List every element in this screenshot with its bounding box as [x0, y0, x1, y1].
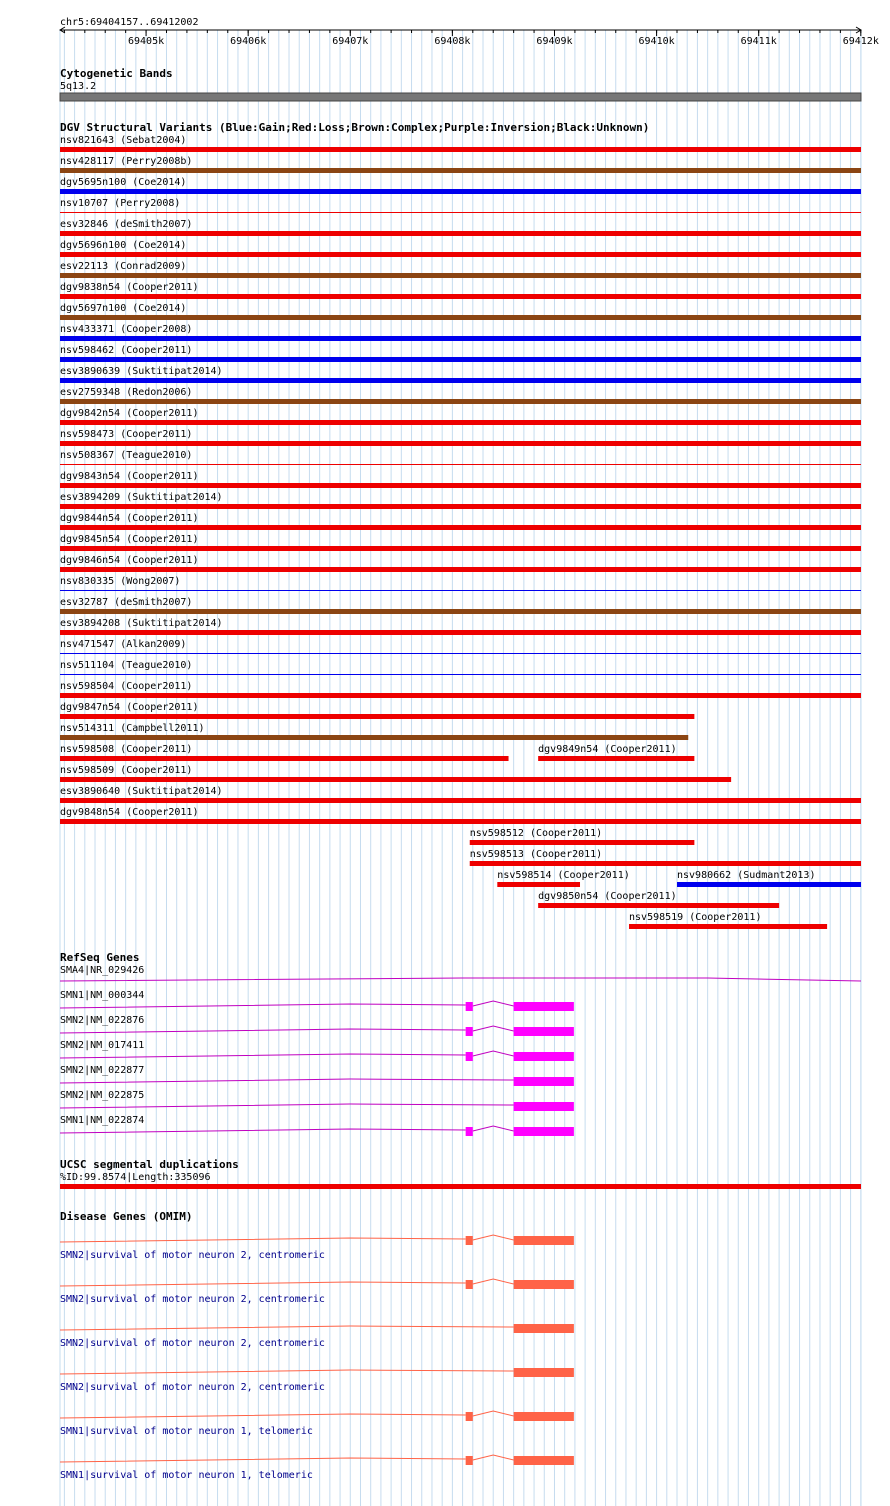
dgv-variant-bar[interactable] — [60, 378, 861, 383]
dgv-variant-label: esv3894209 (Suktitipat2014) — [60, 492, 223, 503]
omim-gene-label: SMN2|survival of motor neuron 2, centromeric — [60, 1338, 325, 1349]
dgv-variant-label: dgv9838n54 (Cooper2011) — [60, 282, 199, 293]
omim-exon — [514, 1236, 574, 1245]
dgv-variant-bar[interactable] — [60, 525, 861, 530]
dgv-variant-label: nsv598512 (Cooper2011) — [469, 828, 603, 839]
omim-exon — [466, 1412, 473, 1421]
omim-gene-model[interactable] — [60, 1368, 574, 1377]
dgv-variant-bar[interactable] — [60, 189, 861, 194]
dgv-variant-label: dgv5697n100 (Coe2014) — [60, 303, 187, 314]
omim-track-title: Disease Genes (OMIM) — [60, 1210, 193, 1223]
gene-upstream-line — [60, 1129, 466, 1133]
refseq-gene-label: SMN2|NM_022876 — [60, 1015, 145, 1026]
omim-upstream-line — [60, 1282, 466, 1286]
dgv-variant-bar[interactable] — [60, 567, 861, 572]
dgv-variant-bar[interactable] — [470, 840, 695, 845]
dgv-variant-label: dgv9847n54 (Cooper2011) — [60, 702, 199, 713]
gene-exon — [514, 1102, 574, 1111]
refseq-gene-model[interactable] — [60, 1001, 574, 1011]
omim-upstream-line — [60, 1458, 466, 1462]
dgv-variant-bar[interactable] — [538, 903, 779, 908]
ruler-tick-label: 69410k — [638, 36, 675, 47]
dgv-variant-bar[interactable] — [677, 882, 861, 887]
segdup-track-title: UCSC segmental duplications — [60, 1158, 239, 1171]
dgv-variant-bar[interactable] — [60, 357, 861, 362]
dgv-variant-label: nsv511104 (Teague2010) — [60, 660, 193, 671]
cytoband-bar[interactable] — [60, 93, 861, 101]
dgv-variant-label: nsv598462 (Cooper2011) — [60, 345, 193, 356]
dgv-variant-bar[interactable] — [60, 546, 861, 551]
dgv-variant-bar[interactable] — [470, 861, 861, 866]
refseq-gene-label: SMA4|NR_029426 — [60, 965, 145, 976]
segdup-label: %ID:99.8574|Length:335096 — [60, 1172, 211, 1183]
dgv-variant-label: nsv598513 (Cooper2011) — [469, 849, 603, 860]
refseq-gene-label: SMN1|NM_022874 — [60, 1115, 145, 1126]
gene-upstream-line — [60, 1079, 514, 1083]
dgv-variant-bar[interactable] — [60, 336, 861, 341]
omim-upstream-line — [60, 1370, 514, 1374]
refseq-gene-label: SMN2|NM_022877 — [60, 1065, 145, 1076]
dgv-variant-label: dgv9849n54 (Cooper2011) — [538, 744, 677, 755]
refseq-gene-label: SMN2|NM_017411 — [60, 1040, 145, 1051]
refseq-gene-model[interactable] — [60, 1026, 574, 1036]
gene-intron-line — [60, 978, 861, 981]
omim-gene-label: SMN2|survival of motor neuron 2, centromeric — [60, 1250, 325, 1261]
omim-exon — [466, 1280, 473, 1289]
gene-exon — [514, 1127, 574, 1136]
dgv-variant-bar[interactable] — [60, 212, 861, 213]
refseq-track-title: RefSeq Genes — [60, 951, 140, 964]
dgv-variant-label: dgv9843n54 (Cooper2011) — [60, 471, 199, 482]
dgv-variant-bar[interactable] — [60, 420, 861, 425]
omim-gene-model[interactable] — [60, 1411, 574, 1421]
dgv-variant-label: nsv598509 (Cooper2011) — [60, 765, 193, 776]
refseq-gene-label: SMN1|NM_000344 — [60, 990, 145, 1001]
dgv-variant-label: dgv5695n100 (Coe2014) — [60, 177, 187, 188]
gene-exon — [514, 1027, 574, 1036]
dgv-variant-bar[interactable] — [60, 294, 861, 299]
dgv-variant-bar[interactable] — [60, 735, 688, 740]
ruler-tick-label: 69411k — [740, 36, 777, 47]
omim-exon — [466, 1456, 473, 1465]
ruler-tick-label: 69407k — [332, 36, 369, 47]
dgv-variant-bar[interactable] — [60, 798, 861, 803]
ruler-tick-label: 69406k — [230, 36, 267, 47]
omim-gene-model[interactable] — [60, 1279, 574, 1289]
dgv-variant-bar[interactable] — [629, 924, 827, 929]
omim-gene-model[interactable] — [60, 1324, 574, 1333]
dgv-variant-bar[interactable] — [60, 399, 861, 404]
dgv-variant-bar[interactable] — [60, 464, 861, 465]
dgv-variant-label: nsv598473 (Cooper2011) — [60, 429, 193, 440]
dgv-variant-label: nsv830335 (Wong2007) — [60, 576, 181, 587]
omim-exon — [466, 1236, 473, 1245]
omim-gene-model[interactable] — [60, 1235, 574, 1245]
dgv-variant-bar[interactable] — [60, 231, 861, 236]
refseq-gene-label: SMN2|NM_022875 — [60, 1090, 145, 1101]
refseq-gene-model[interactable] — [60, 1102, 574, 1111]
gene-exon — [514, 1002, 574, 1011]
dgv-variant-bar[interactable] — [497, 882, 580, 887]
dgv-variant-bar[interactable] — [60, 714, 694, 719]
dgv-variant-label: dgv9845n54 (Cooper2011) — [60, 534, 199, 545]
omim-gene-label: SMN2|survival of motor neuron 2, centromeric — [60, 1294, 325, 1305]
dgv-variant-label: nsv598504 (Cooper2011) — [60, 681, 193, 692]
dgv-variant-bar[interactable] — [60, 168, 861, 173]
dgv-variant-label: dgv9846n54 (Cooper2011) — [60, 555, 199, 566]
gene-upstream-line — [60, 1054, 466, 1058]
dgv-variant-label: dgv5696n100 (Coe2014) — [60, 240, 187, 251]
dgv-variant-bar[interactable] — [60, 819, 861, 824]
dgv-variant-bar[interactable] — [60, 693, 861, 698]
omim-exon — [514, 1456, 574, 1465]
ruler-tick-label: 69412k — [842, 36, 879, 47]
gene-exon — [466, 1127, 473, 1136]
refseq-gene-model[interactable] — [60, 1077, 574, 1086]
ruler-label: chr5:69404157..69412002 — [60, 17, 199, 28]
refseq-gene-model[interactable] — [60, 1051, 574, 1061]
omim-upstream-line — [60, 1326, 514, 1330]
dgv-variant-label: nsv821643 (Sebat2004) — [60, 135, 187, 146]
gene-exon — [514, 1052, 574, 1061]
dgv-variant-label: nsv433371 (Cooper2008) — [60, 324, 193, 335]
refseq-gene-model[interactable] — [60, 1126, 574, 1136]
dgv-variant-bar[interactable] — [538, 756, 694, 761]
dgv-variant-bar[interactable] — [60, 273, 861, 278]
gene-exon — [514, 1077, 574, 1086]
dgv-variant-label: esv22113 (Conrad2009) — [60, 261, 187, 272]
omim-exon — [514, 1368, 574, 1377]
ruler-tick-label: 69409k — [536, 36, 573, 47]
dgv-variant-bar[interactable] — [60, 315, 861, 320]
dgv-variant-label: esv3894208 (Suktitipat2014) — [60, 618, 223, 629]
ruler-tick-label: 69408k — [434, 36, 471, 47]
omim-gene-label: SMN1|survival of motor neuron 1, telomeric — [60, 1470, 313, 1481]
dgv-variant-bar[interactable] — [60, 483, 861, 488]
dgv-variant-label: nsv428117 (Perry2008b) — [60, 156, 193, 167]
omim-exon — [514, 1324, 574, 1333]
dgv-variant-bar[interactable] — [60, 590, 861, 591]
gene-exon — [466, 1002, 473, 1011]
dgv-variant-bar[interactable] — [60, 147, 861, 152]
dgv-variant-label: nsv10707 (Perry2008) — [60, 198, 181, 209]
dgv-variant-bar[interactable] — [60, 441, 861, 446]
gene-upstream-line — [60, 1029, 466, 1033]
dgv-variant-bar[interactable] — [60, 252, 861, 257]
dgv-variant-label: dgv9848n54 (Cooper2011) — [60, 807, 199, 818]
dgv-variant-bar[interactable] — [60, 756, 509, 761]
omim-exon — [514, 1280, 574, 1289]
dgv-variant-label: esv3890639 (Suktitipat2014) — [60, 366, 223, 377]
dgv-variant-label: nsv980662 (Sudmant2013) — [677, 870, 816, 881]
dgv-variant-bar[interactable] — [60, 504, 861, 509]
dgv-variant-bar[interactable] — [60, 674, 861, 675]
omim-upstream-line — [60, 1414, 466, 1418]
omim-gene-model[interactable] — [60, 1455, 574, 1465]
omim-gene-label: SMN2|survival of motor neuron 2, centromeric — [60, 1382, 325, 1393]
dgv-variant-label: dgv9844n54 (Cooper2011) — [60, 513, 199, 524]
dgv-variant-label: nsv598519 (Cooper2011) — [629, 912, 762, 923]
dgv-variant-label: nsv471547 (Alkan2009) — [60, 639, 187, 650]
dgv-variant-label: nsv508367 (Teague2010) — [60, 450, 193, 461]
ruler-tick-label: 69405k — [128, 36, 165, 47]
dgv-variant-label: esv32787 (deSmith2007) — [60, 597, 193, 608]
gene-exon — [466, 1027, 473, 1036]
omim-upstream-line — [60, 1238, 466, 1242]
gene-upstream-line — [60, 1004, 466, 1008]
omim-gene-label: SMN1|survival of motor neuron 1, telomeric — [60, 1426, 313, 1437]
cytoband-label: 5q13.2 — [60, 81, 97, 92]
dgv-variant-label: esv32846 (deSmith2007) — [60, 219, 193, 230]
dgv-track-title: DGV Structural Variants (Blue:Gain;Red:Loss;Brown:Complex;Purple:Inversion;Black:Unknown) — [60, 121, 650, 134]
dgv-variant-label: dgv9850n54 (Cooper2011) — [538, 891, 677, 902]
dgv-variant-bar[interactable] — [60, 777, 731, 782]
segdup-bar[interactable] — [60, 1184, 861, 1189]
dgv-variant-bar[interactable] — [60, 630, 861, 635]
dgv-variant-label: esv2759348 (Redon2006) — [60, 387, 193, 398]
dgv-variant-bar[interactable] — [60, 653, 861, 654]
cytoband-track-title: Cytogenetic Bands — [60, 67, 173, 80]
omim-exon — [514, 1412, 574, 1421]
dgv-variant-label: dgv9842n54 (Cooper2011) — [60, 408, 199, 419]
dgv-variant-bar[interactable] — [60, 609, 861, 614]
dgv-variant-label: nsv598508 (Cooper2011) — [60, 744, 193, 755]
gene-upstream-line — [60, 1104, 514, 1108]
refseq-gene-model[interactable] — [60, 978, 861, 981]
dgv-variant-label: nsv514311 (Campbell2011) — [60, 723, 205, 734]
gene-exon — [466, 1052, 473, 1061]
dgv-variant-label: nsv598514 (Cooper2011) — [497, 870, 630, 881]
dgv-variant-label: esv3890640 (Suktitipat2014) — [60, 786, 223, 797]
